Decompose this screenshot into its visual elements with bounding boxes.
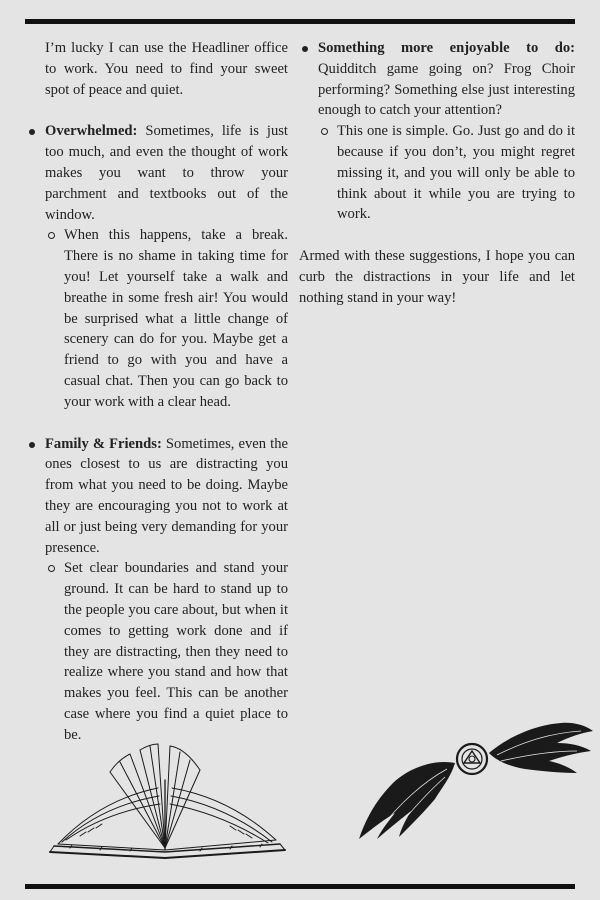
sub-bullet-overwhelmed bbox=[45, 225, 288, 412]
bottom-rule bbox=[25, 884, 575, 889]
sub-bullet-enjoyable bbox=[318, 121, 575, 225]
bullet-enjoyable bbox=[299, 38, 575, 121]
sub-bullet-family bbox=[45, 558, 288, 745]
sub-bullet-circle bbox=[48, 232, 55, 239]
bullet-title: Overwhelmed: bbox=[45, 123, 138, 140]
bullet-overwhelmed bbox=[26, 121, 288, 225]
bullet-family bbox=[26, 434, 288, 559]
bullet-title: Family & Friends: bbox=[45, 435, 162, 452]
bullet-text: Sometimes, life is just too much, and even the thought of work makes you want to throw your parchment and textbooks out of the window. bbox=[45, 123, 288, 223]
bullet-title: Something more enjoyable to do: bbox=[318, 40, 575, 56]
bullet-dot bbox=[29, 442, 35, 448]
sub-bullet-text: This one is simple. Go. Just go and do it because if you don’t, you might regret missing it, and you will only be able to think about it while you are trying to work. bbox=[337, 123, 575, 223]
left-column bbox=[26, 38, 288, 746]
top-rule bbox=[25, 19, 575, 24]
golden-snitch-icon bbox=[355, 715, 595, 845]
sub-bullet-text: Set clear boundaries and stand your ground. It can be hard to stand up to the people you care about, but when it comes to getting work done and if they are distracting, then they need to realize where you stand and how that makes you feel. This can be another case where you find a quiet place to be. bbox=[64, 560, 288, 743]
right-column bbox=[299, 38, 575, 309]
closing-paragraph: Armed with these suggestions, I hope you can curb the distractions in your life and let nothing stand in your way! bbox=[299, 248, 575, 306]
bullet-text: Sometimes, even the ones closest to us are distracting you from what you need to be doing. Maybe they are encouraging you not to work at all or just being very demanding for your presence. bbox=[45, 435, 288, 556]
open-book-icon bbox=[40, 740, 290, 860]
continuation-paragraph: I’m lucky I can use the Headliner office to work. You need to find your sweet spot of peace and quiet. bbox=[45, 40, 288, 98]
bullet-dot bbox=[302, 46, 308, 52]
bullet-dot bbox=[29, 129, 35, 135]
sub-bullet-circle bbox=[321, 128, 328, 135]
bullet-text: Quidditch game going on? Frog Choir performing? Something else just interesting enough to catch your attention? bbox=[318, 60, 575, 119]
sub-bullet-text: When this happens, take a break. There is no shame in taking time for you! Let yourself take a walk and breathe in some fresh air! You would be surprised what a little change of scenery can do for you. Maybe get a friend to go with you and have a casual chat. Then you can go back to your work with a clear head. bbox=[64, 227, 288, 410]
sub-bullet-circle bbox=[48, 565, 55, 572]
